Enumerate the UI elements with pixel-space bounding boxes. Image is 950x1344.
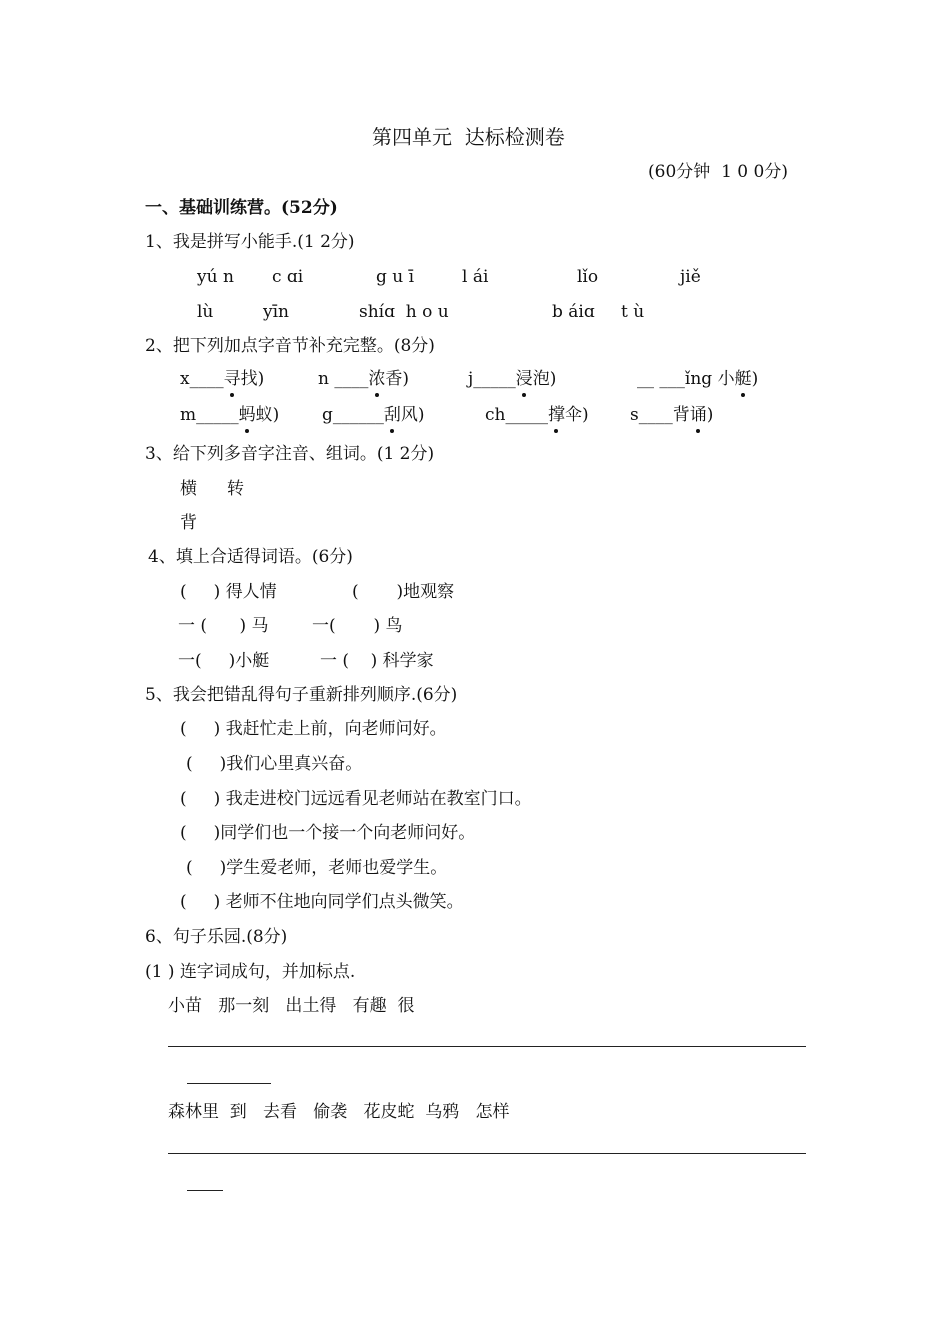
dotted-char: 浸 — [515, 369, 533, 389]
ordering-sentence[interactable]: ( )我们心里真兴奋。 — [186, 754, 363, 774]
ordering-sentence[interactable]: ( )学生爱老师，老师也爱学生。 — [186, 858, 448, 878]
question-3-heading: 3、给下列多音字注音、组词。(1 2分) — [145, 444, 435, 464]
pinyin-item: t ù — [621, 302, 645, 322]
blank-prefix: m_____ — [180, 405, 239, 425]
blank-prefix: x____ — [180, 369, 224, 389]
pinyin-item: lǐo — [577, 267, 599, 287]
word-set: 小苗 那一刻 出土得 有趣 很 — [168, 996, 415, 1016]
pinyin-item: yú n — [197, 267, 234, 287]
blank-suffix: 香) — [385, 369, 409, 389]
dotted-char: 诵 — [689, 405, 707, 425]
sub-question-heading: (1 ) 连字词成句，并加标点. — [145, 962, 356, 982]
section-heading: 一、基础训练营。(52分) — [145, 198, 338, 218]
syllable-blank-item[interactable] — [322, 404, 425, 426]
answer-line[interactable] — [187, 1083, 271, 1084]
word-set: 森林里 到 去看 偷袭 花皮蛇 乌鸦 怎样 — [168, 1102, 510, 1122]
syllable-blank-item[interactable] — [468, 368, 556, 390]
fill-in-phrase[interactable]: ( )地观察 — [352, 582, 455, 602]
pinyin-item: shíɑ h o u — [359, 302, 449, 322]
question-5-heading: 5、我会把错乱得句子重新排列顺序.(6分) — [145, 685, 458, 705]
answer-line[interactable] — [168, 1046, 806, 1047]
ordering-sentence[interactable]: ( ) 老师不住地向同学们点头微笑。 — [180, 892, 464, 912]
blank-prefix: n ____ — [318, 369, 369, 389]
blank-prefix: __ ___ǐng 小 — [637, 369, 735, 389]
blank-prefix: ch_____ — [485, 405, 548, 425]
fill-in-phrase[interactable]: 一 ( ) 马 — [178, 616, 269, 636]
fill-in-phrase[interactable]: 一( )小艇 — [178, 651, 270, 671]
dotted-char: 浓 — [368, 369, 386, 389]
pinyin-item: l ái — [462, 267, 489, 287]
pinyin-item: lù — [197, 302, 214, 322]
question-1-heading: 1、我是拼写小能手.(1 2分) — [145, 232, 355, 252]
syllable-blank-item[interactable] — [637, 368, 758, 390]
pinyin-item: b áiɑ — [552, 302, 595, 322]
blank-suffix: 蚁) — [255, 405, 280, 425]
ordering-sentence[interactable]: ( ) 我赶忙走上前，向老师问好。 — [180, 719, 447, 739]
blank-suffix: ) — [706, 405, 714, 425]
syllable-blank-item[interactable] — [180, 404, 279, 426]
syllable-blank-item[interactable] — [485, 404, 589, 426]
blank-suffix: ) — [751, 369, 759, 389]
polyphone-char: 背 — [180, 513, 197, 533]
pinyin-item: yīn — [263, 302, 289, 322]
blank-prefix: s____背 — [630, 405, 690, 425]
question-4-heading: 4、填上合适得词语。(6分) — [148, 547, 353, 567]
ordering-sentence[interactable]: ( ) 我走进校门远远看见老师站在教室门口。 — [180, 789, 532, 809]
blank-suffix: 找) — [240, 369, 265, 389]
pinyin-item: jiě — [680, 267, 701, 287]
dotted-char: 寻 — [223, 369, 241, 389]
blank-prefix: g______ — [322, 405, 384, 425]
dotted-char: 艇 — [734, 369, 752, 389]
answer-line[interactable] — [187, 1190, 223, 1191]
ordering-sentence[interactable]: ( )同学们也一个接一个向老师问好。 — [180, 823, 476, 843]
fill-in-phrase[interactable]: 一( ) 鸟 — [312, 616, 403, 636]
syllable-blank-item[interactable] — [630, 404, 713, 426]
blank-suffix: 泡) — [532, 369, 557, 389]
pinyin-item: c ɑi — [272, 267, 304, 287]
dotted-char: 刮 — [383, 405, 401, 425]
question-6-heading: 6、句子乐园.(8分) — [145, 927, 288, 947]
dotted-char: 蚂 — [238, 405, 256, 425]
blank-suffix: 伞) — [564, 405, 589, 425]
fill-in-phrase[interactable]: ( ) 得人情 — [180, 582, 277, 602]
blank-suffix: 风) — [400, 405, 425, 425]
question-2-heading: 2、把下列加点字音节补充完整。(8分) — [145, 336, 435, 356]
syllable-blank-item[interactable] — [318, 368, 409, 390]
polyphone-char: 转 — [227, 479, 244, 499]
fill-in-phrase[interactable]: 一 ( ) 科学家 — [320, 651, 434, 671]
answer-line[interactable] — [168, 1153, 806, 1154]
polyphone-char: 横 — [180, 479, 197, 499]
dotted-char: 撑 — [547, 405, 565, 425]
blank-prefix: j_____ — [468, 369, 516, 389]
page-title: 第四单元 达标检测卷 — [372, 125, 565, 149]
pinyin-item: g u ī — [376, 267, 415, 287]
time-score-note: (60分钟 1 0 0分) — [648, 162, 788, 182]
syllable-blank-item[interactable] — [180, 368, 264, 390]
